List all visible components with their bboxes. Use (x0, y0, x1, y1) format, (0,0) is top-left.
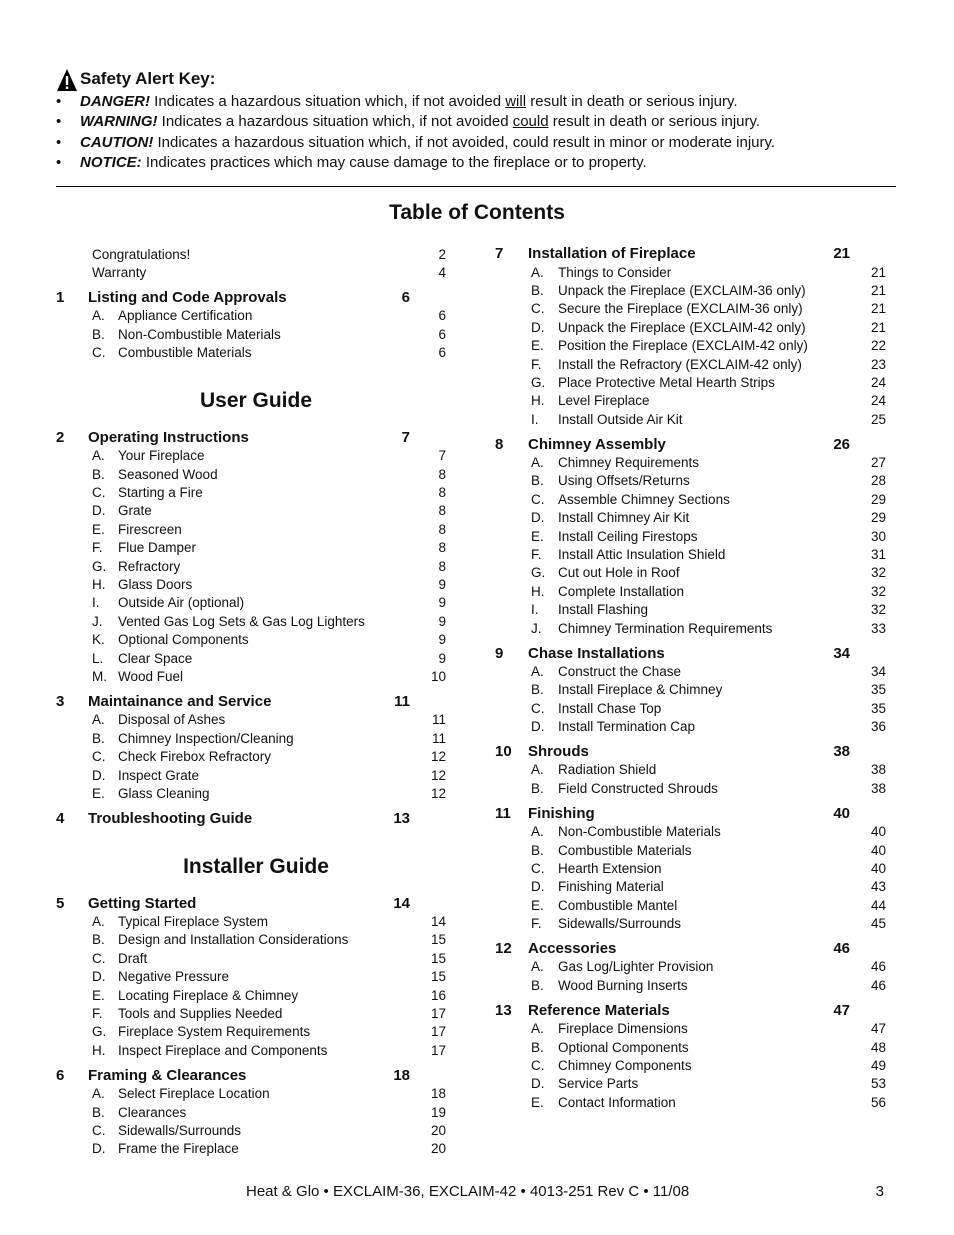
section-page-number: 46 (833, 940, 850, 957)
toc-title: Table of Contents (389, 201, 565, 224)
entry-letter: A. (92, 448, 105, 463)
entry-title: Construct the Chase (558, 664, 682, 679)
entry-page-number: 15 (430, 969, 446, 984)
entry-title: Install Ceiling Firestops (558, 529, 698, 544)
entry-page-number: 9 (438, 651, 446, 666)
entry-letter: E. (92, 988, 105, 1003)
divider-rule (56, 186, 896, 187)
entry-letter: F. (92, 540, 103, 555)
entry-page-number: 6 (438, 327, 446, 342)
entry-title: Grate (118, 503, 152, 518)
entry-title: Cut out Hole in Roof (558, 565, 680, 580)
safety-alert-title-row (56, 66, 896, 92)
safety-alert-key (56, 66, 896, 173)
entry-title: Non-Combustible Materials (118, 327, 281, 342)
entry-page-number: 15 (430, 932, 446, 947)
entry-title: Using Offsets/Returns (558, 473, 690, 488)
section-page-number: 7 (401, 429, 410, 446)
entry-title: Chimney Requirements (558, 455, 700, 470)
entry-title: Fireplace Dimensions (558, 1021, 688, 1036)
entry-page-number: 21 (870, 283, 886, 298)
entry-title: Assemble Chimney Sections (558, 492, 730, 507)
entry-page-number: 56 (870, 1095, 886, 1110)
section-number: 8 (495, 436, 504, 453)
section-number: 4 (56, 810, 65, 827)
entry-letter: H. (531, 584, 545, 599)
entry-page-number: 25 (870, 412, 886, 427)
entry-title: Service Parts (558, 1076, 639, 1091)
safety-alert-title: Safety Alert Key: (80, 69, 216, 88)
entry-letter: B. (92, 1105, 105, 1120)
entry-title: Install Attic Insulation Shield (558, 547, 726, 562)
entry-title: Install Chase Top (558, 701, 662, 716)
entry-page-number: 9 (438, 595, 446, 610)
entry-title: Locating Fireplace & Chimney (118, 988, 299, 1003)
entry-letter: D. (531, 719, 545, 734)
entry-letter: A. (92, 308, 105, 323)
entry-letter: F. (531, 916, 542, 931)
entry-letter: F. (92, 1006, 103, 1021)
entry-page-number: 38 (870, 781, 886, 796)
section-page-number: 26 (833, 436, 850, 453)
entry-page-number: 2 (438, 247, 446, 262)
section-page-number: 13 (393, 810, 410, 827)
entry-page-number: 9 (438, 632, 446, 647)
entry-page-number: 4 (438, 265, 446, 280)
entry-title: Glass Cleaning (118, 786, 210, 801)
entry-letter: A. (531, 1021, 544, 1036)
installer-guide-heading: Installer Guide (183, 855, 329, 878)
entry-title: Gas Log/Lighter Provision (558, 959, 714, 974)
entry-letter: D. (92, 768, 106, 783)
entry-title: Check Firebox Refractory (118, 749, 272, 764)
entry-letter: C. (92, 951, 106, 966)
entry-letter: B. (531, 978, 544, 993)
entry-letter: A. (92, 712, 105, 727)
entry-letter: B. (531, 1040, 544, 1055)
entry-page-number: 40 (870, 824, 886, 839)
entry-page-number: 24 (870, 393, 886, 408)
entry-letter: D. (531, 510, 545, 525)
entry-title: Complete Installation (558, 584, 685, 599)
section-title: Chimney Assembly (528, 436, 666, 453)
bullet: • (56, 133, 62, 151)
entry-title: Fireplace System Requirements (118, 1024, 311, 1039)
section-number: 10 (495, 743, 512, 760)
section-number: 7 (495, 245, 504, 262)
entry-letter: C. (531, 301, 545, 316)
entry-title: Hearth Extension (558, 861, 662, 876)
entry-page-number: 53 (870, 1076, 886, 1091)
entry-title: Unpack the Fireplace (EXCLAIM-36 only) (558, 283, 806, 298)
entry-letter: G. (92, 559, 107, 574)
section-number: 1 (56, 289, 65, 306)
entry-letter: D. (92, 1141, 106, 1156)
entry-page-number: 15 (430, 951, 446, 966)
section-page-number: 40 (833, 805, 850, 822)
entry-page-number: 12 (430, 768, 446, 783)
entry-title: Inspect Fireplace and Components (118, 1043, 328, 1058)
entry-title: Glass Doors (118, 577, 193, 592)
entry-letter: E. (92, 522, 105, 537)
section-number: 2 (56, 429, 65, 446)
entry-letter: A. (531, 265, 544, 280)
entry-page-number: 20 (430, 1141, 446, 1156)
section-page-number: 38 (833, 743, 850, 760)
entry-letter: E. (531, 529, 544, 544)
section-number: 9 (495, 645, 504, 662)
entry-title: Install the Refractory (EXCLAIM-42 only) (558, 357, 802, 372)
entry-title: Combustible Materials (118, 345, 252, 360)
entry-letter: M. (92, 669, 107, 684)
entry-letter: H. (531, 393, 545, 408)
entry-letter: H. (92, 577, 106, 592)
section-title: Framing & Clearances (88, 1067, 247, 1084)
entry-title: Refractory (118, 559, 181, 574)
entry-title: Combustible Materials (558, 843, 692, 858)
entry-page-number: 27 (870, 455, 886, 470)
user-guide-heading: User Guide (199, 389, 313, 412)
section-page-number: 18 (393, 1067, 410, 1084)
notice-text: Indicates practices which may cause damage to the fireplace or to property. (141, 153, 647, 171)
entry-page-number: 33 (870, 621, 886, 636)
entry-page-number: 8 (438, 467, 446, 482)
entry-page-number: 6 (438, 308, 446, 323)
entry-letter: B. (92, 731, 105, 746)
section-title: Installation of Fireplace (528, 245, 696, 262)
entry-page-number: 12 (430, 786, 446, 801)
entry-page-number: 12 (430, 749, 446, 764)
section-title: Listing and Code Approvals (88, 289, 287, 306)
entry-title: Outside Air (optional) (118, 595, 245, 610)
entry-letter: C. (531, 492, 545, 507)
entry-title: Install Outside Air Kit (558, 412, 683, 427)
section-title: Maintainance and Service (88, 693, 272, 710)
danger-label: DANGER! (80, 93, 150, 110)
entry-letter: B. (92, 327, 105, 342)
entry-letter: G. (531, 375, 546, 390)
entry-title: Typical Fireplace System (118, 914, 269, 929)
entry-title: Non-Combustible Materials (558, 824, 721, 839)
entry-title: Level Fireplace (558, 393, 650, 408)
entry-title: Clearances (118, 1105, 187, 1120)
entry-title: Congratulations! (92, 247, 191, 262)
safety-item-notice (56, 153, 896, 173)
entry-title: Draft (118, 951, 148, 966)
danger-text-end: result in death or serious injury. (526, 93, 738, 110)
entry-letter: E. (531, 1095, 544, 1110)
entry-title: Finishing Material (558, 879, 664, 894)
entry-letter: B. (531, 473, 544, 488)
entry-title: Sidewalls/Surrounds (118, 1123, 242, 1138)
section-title: Chase Installations (528, 645, 665, 662)
entry-title: Things to Consider (558, 265, 672, 280)
section-title: Shrouds (528, 743, 589, 760)
entry-page-number: 16 (430, 988, 446, 1003)
danger-text: Indicates a hazardous situation which, if not avoided (150, 93, 506, 110)
entry-title: Wood Fuel (118, 669, 184, 684)
page-number: 3 (875, 1183, 884, 1200)
entry-letter: D. (531, 879, 545, 894)
warning-emphasis: could (512, 113, 549, 131)
entry-letter: A. (92, 1086, 105, 1101)
caution-label: CAUTION! (80, 133, 154, 151)
entry-letter: I. (531, 602, 539, 617)
warning-text: Indicates a hazardous situation which, if not avoided (157, 113, 513, 131)
entry-title: Optional Components (558, 1040, 689, 1055)
entry-title: Disposal of Ashes (118, 712, 226, 727)
entry-page-number: 43 (870, 879, 886, 894)
entry-title: Starting a Fire (118, 485, 203, 500)
entry-letter: C. (92, 749, 106, 764)
entry-letter: B. (531, 682, 544, 697)
entry-page-number: 23 (870, 357, 886, 372)
entry-page-number: 30 (870, 529, 886, 544)
entry-title: Chimney Components (558, 1058, 692, 1073)
section-page-number: 14 (393, 895, 410, 912)
entry-title: Warranty (92, 265, 147, 280)
section-number: 5 (56, 895, 65, 912)
warning-triangle-icon (56, 68, 78, 92)
entry-page-number: 20 (430, 1123, 446, 1138)
entry-page-number: 10 (430, 669, 446, 684)
entry-page-number: 21 (870, 301, 886, 316)
entry-page-number: 18 (430, 1086, 446, 1101)
caution-text: Indicates a hazardous situation which, if not avoided, could result in minor or moderate injury. (153, 133, 776, 151)
entry-title: Clear Space (118, 651, 193, 666)
entry-letter: D. (92, 969, 106, 984)
entry-title: Contact Information (558, 1095, 676, 1110)
section-page-number: 6 (401, 289, 410, 306)
section-number: 13 (495, 1002, 512, 1019)
entry-page-number: 34 (870, 664, 886, 679)
entry-letter: E. (531, 898, 544, 913)
section-number: 6 (56, 1067, 65, 1084)
section-title: Operating Instructions (88, 429, 249, 446)
entry-page-number: 22 (870, 338, 886, 353)
entry-letter: D. (531, 1076, 545, 1091)
safety-item-caution (56, 133, 896, 153)
entry-title: Frame the Fireplace (118, 1141, 239, 1156)
entry-page-number: 29 (870, 492, 886, 507)
entry-page-number: 9 (438, 577, 446, 592)
entry-letter: F. (531, 357, 542, 372)
entry-title: Firescreen (118, 522, 182, 537)
entry-letter: G. (531, 565, 546, 580)
footer-text: Heat & Glo • EXCLAIM-36, EXCLAIM-42 • 4013-251 Rev C • 11/08 (246, 1183, 690, 1200)
entry-page-number: 47 (870, 1021, 886, 1036)
entry-title: Install Flashing (558, 602, 649, 617)
entry-letter: F. (531, 547, 542, 562)
entry-title: Place Protective Metal Hearth Strips (558, 375, 775, 390)
entry-page-number: 40 (870, 861, 886, 876)
entry-title: Combustible Mantel (558, 898, 678, 913)
section-title: Finishing (528, 805, 595, 822)
entry-letter: I. (531, 412, 539, 427)
entry-letter: E. (531, 338, 544, 353)
entry-page-number: 32 (870, 584, 886, 599)
entry-title: Tools and Supplies Needed (118, 1006, 283, 1021)
entry-page-number: 36 (870, 719, 886, 734)
section-number: 12 (495, 940, 512, 957)
entry-title: Chimney Termination Requirements (558, 621, 773, 636)
entry-page-number: 46 (870, 978, 886, 993)
entry-title: Your Fireplace (118, 448, 205, 463)
entry-page-number: 38 (870, 762, 886, 777)
entry-page-number: 11 (431, 731, 446, 746)
entry-title: Sidewalls/Surrounds (558, 916, 682, 931)
entry-page-number: 8 (438, 485, 446, 500)
entry-letter: A. (531, 824, 544, 839)
section-number: 3 (56, 693, 65, 710)
entry-letter: B. (531, 283, 544, 298)
entry-letter: H. (92, 1043, 106, 1058)
entry-title: Appliance Certification (118, 308, 253, 323)
bullet: • (56, 93, 62, 110)
entry-page-number: 29 (870, 510, 886, 525)
entry-letter: J. (531, 621, 542, 636)
entry-page-number: 21 (870, 265, 886, 280)
entry-page-number: 17 (430, 1043, 446, 1058)
bullet: • (56, 153, 62, 171)
section-page-number: 47 (833, 1002, 850, 1019)
entry-letter: A. (531, 762, 544, 777)
entry-letter: C. (92, 1123, 106, 1138)
entry-letter: G. (92, 1024, 107, 1039)
entry-page-number: 32 (870, 565, 886, 580)
entry-title: Radiation Shield (558, 762, 657, 777)
entry-letter: A. (531, 664, 544, 679)
entry-letter: C. (531, 861, 545, 876)
section-number: 11 (495, 805, 511, 822)
entry-letter: C. (531, 1058, 545, 1073)
entry-title: Negative Pressure (118, 969, 230, 984)
entry-page-number: 28 (870, 473, 886, 488)
entry-letter: I. (92, 595, 100, 610)
entry-title: Flue Damper (118, 540, 197, 555)
entry-page-number: 8 (438, 559, 446, 574)
entry-page-number: 17 (430, 1006, 446, 1021)
entry-page-number: 32 (870, 602, 886, 617)
entry-title: Design and Installation Considerations (118, 932, 349, 947)
section-title: Reference Materials (528, 1002, 670, 1019)
entry-page-number: 19 (430, 1105, 446, 1120)
entry-title: Field Constructed Shrouds (558, 781, 718, 796)
entry-page-number: 24 (870, 375, 886, 390)
entry-page-number: 8 (438, 540, 446, 555)
entry-letter: C. (531, 701, 545, 716)
entry-page-number: 35 (870, 682, 886, 697)
entry-title: Unpack the Fireplace (EXCLAIM-42 only) (558, 320, 806, 335)
section-page-number: 34 (833, 645, 850, 662)
entry-title: Position the Fireplace (EXCLAIM-42 only) (558, 338, 808, 353)
entry-letter: J. (92, 614, 103, 629)
entry-page-number: 46 (870, 959, 886, 974)
entry-letter: A. (531, 959, 544, 974)
entry-page-number: 8 (438, 522, 446, 537)
entry-letter: A. (92, 914, 105, 929)
entry-page-number: 11 (431, 712, 446, 727)
entry-page-number: 49 (870, 1058, 886, 1073)
entry-title: Select Fireplace Location (118, 1086, 270, 1101)
entry-title: Seasoned Wood (118, 467, 218, 482)
entry-title: Install Termination Cap (558, 719, 696, 734)
entry-title: Chimney Inspection/Cleaning (118, 731, 294, 746)
entry-title: Inspect Grate (118, 768, 200, 783)
entry-title: Install Fireplace & Chimney (558, 682, 723, 697)
danger-emphasis: will (505, 93, 527, 110)
entry-page-number: 44 (870, 898, 886, 913)
safety-item-warning (56, 112, 896, 132)
bullet: • (56, 113, 62, 131)
notice-label: NOTICE: (80, 153, 142, 171)
warning-text-end: result in death or serious injury. (548, 113, 761, 131)
entry-letter: C. (92, 485, 106, 500)
entry-title: Vented Gas Log Sets & Gas Log Lighters (118, 614, 365, 629)
entry-page-number: 14 (430, 914, 446, 929)
entry-letter: D. (92, 503, 106, 518)
entry-letter: A. (531, 455, 544, 470)
entry-letter: D. (531, 320, 545, 335)
entry-letter: B. (531, 843, 544, 858)
safety-item-danger (56, 92, 896, 112)
entry-letter: L. (92, 651, 104, 666)
section-page-number: 21 (833, 245, 850, 262)
section-title: Troubleshooting Guide (88, 810, 253, 827)
entry-page-number: 45 (870, 916, 886, 931)
entry-page-number: 7 (438, 448, 446, 463)
entry-page-number: 17 (430, 1024, 446, 1039)
entry-letter: K. (92, 632, 105, 647)
section-page-number: 11 (394, 693, 410, 710)
entry-page-number: 6 (438, 345, 446, 360)
entry-page-number: 48 (870, 1040, 886, 1055)
safety-alert-list (56, 92, 896, 173)
entry-page-number: 40 (870, 843, 886, 858)
entry-page-number: 9 (438, 614, 446, 629)
entry-page-number: 21 (870, 320, 886, 335)
entry-letter: B. (531, 781, 544, 796)
section-title: Getting Started (88, 895, 197, 912)
entry-letter: B. (92, 932, 105, 947)
warning-label: WARNING! (80, 113, 158, 131)
entry-title: Optional Components (118, 632, 249, 647)
entry-title: Install Chimney Air Kit (558, 510, 690, 525)
entry-letter: C. (92, 345, 106, 360)
entry-page-number: 31 (870, 547, 886, 562)
entry-letter: B. (92, 467, 105, 482)
entry-title: Wood Burning Inserts (558, 978, 688, 993)
entry-page-number: 35 (870, 701, 886, 716)
entry-page-number: 8 (438, 503, 446, 518)
entry-title: Secure the Fireplace (EXCLAIM-36 only) (558, 301, 803, 316)
section-title: Accessories (528, 940, 617, 957)
entry-letter: E. (92, 786, 105, 801)
